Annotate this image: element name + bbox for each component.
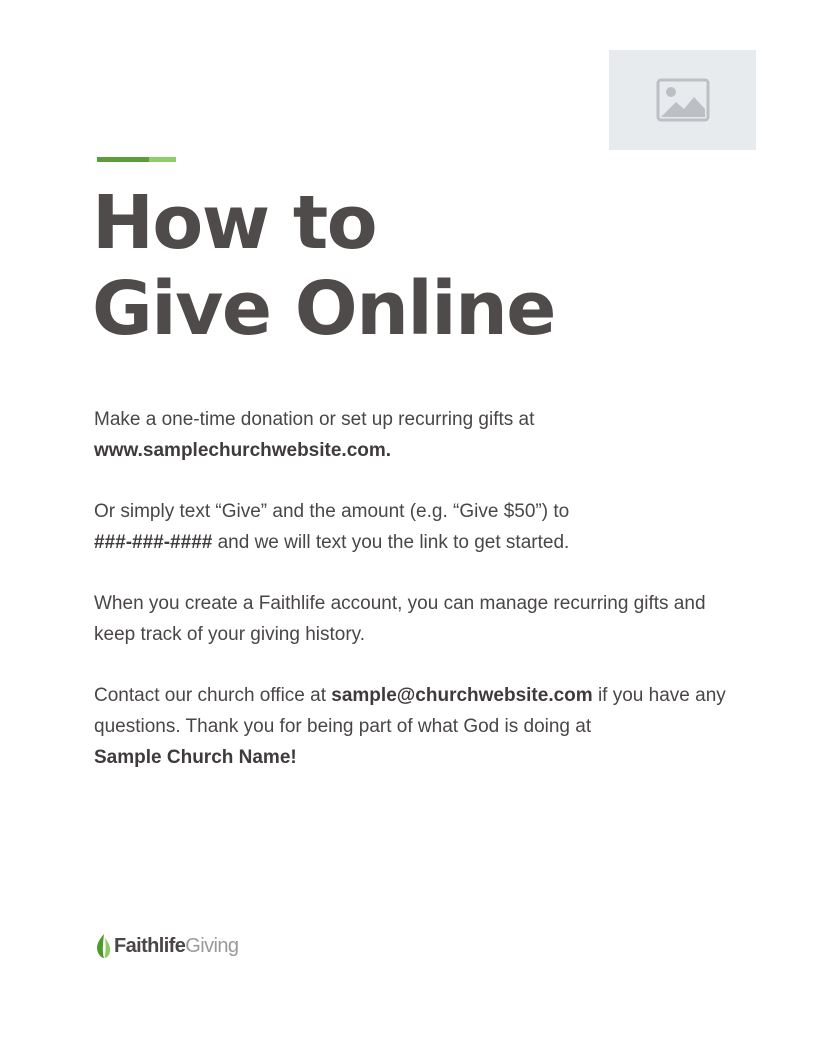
title-line-1: How to (92, 180, 377, 266)
logo-brand-light: Giving (185, 934, 239, 957)
logo-brand-strong: Faithlife (114, 934, 186, 957)
faithlife-giving-logo (96, 932, 238, 960)
church-name: Sample Church Name! (94, 747, 297, 768)
paragraph-text-to-give (94, 496, 734, 558)
title-line-2: Give Online (92, 266, 555, 352)
header-image-placeholder (609, 50, 756, 150)
phone-number: ###-###-#### (94, 532, 213, 553)
logo-wordmark (114, 935, 238, 958)
text-to-give-intro: Or simply text “Give” and the amount (e.g. “Give $50”) to (94, 501, 570, 522)
contact-email: sample@churchwebsite.com (331, 685, 593, 706)
image-placeholder-icon (656, 78, 710, 122)
accent-bar-dark-segment (97, 157, 149, 162)
paragraph-account (94, 588, 734, 650)
accent-bar (97, 157, 176, 162)
body-copy (94, 404, 734, 803)
paragraph-contact (94, 680, 734, 773)
account-text: When you create a Faithlife account, you can manage recurring gifts and keep track of your giving history. (94, 593, 706, 645)
paragraph-donation (94, 404, 734, 466)
donation-text: Make a one-time donation or set up recurring gifts at (94, 409, 535, 430)
website-link: www.samplechurchwebsite.com. (94, 440, 392, 461)
text-to-give-outro: and we will text you the link to get started. (217, 532, 570, 553)
contact-middle: if you have any questions. Thank you for being part of what God is doing at (94, 685, 726, 737)
leaf-icon (96, 933, 111, 959)
accent-bar-light-segment (149, 157, 176, 162)
page-title (92, 180, 555, 352)
contact-intro: Contact our church office at (94, 685, 326, 706)
